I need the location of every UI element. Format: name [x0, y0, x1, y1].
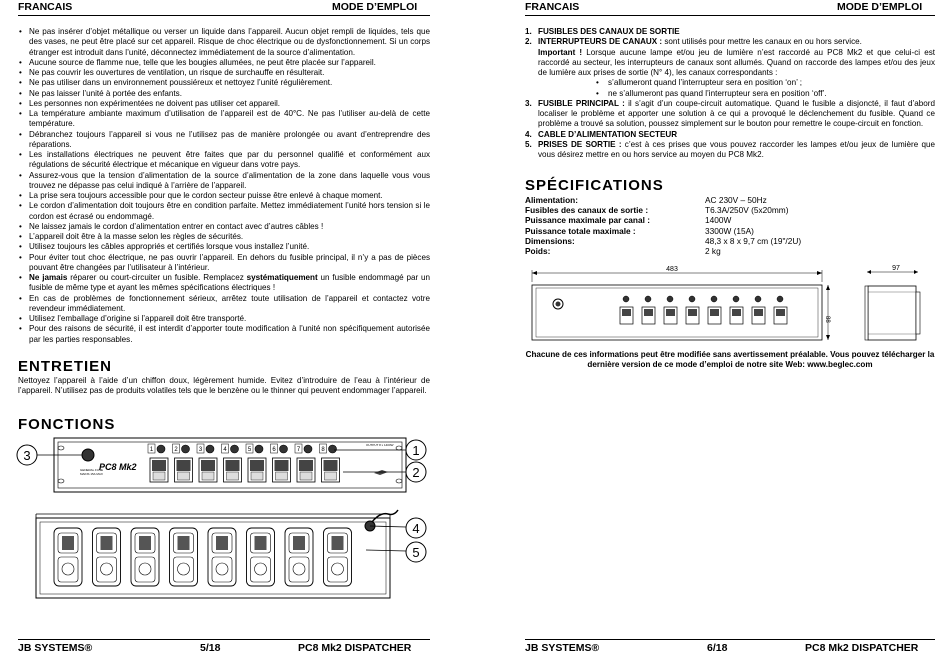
list-item: • ne s’allumeront pas quand l’interrupteur sera en position ‘off’.	[538, 89, 935, 99]
channel-number: 1	[149, 447, 154, 453]
fuse-icon	[231, 445, 239, 453]
functions-list	[525, 27, 935, 160]
fuse-icon	[255, 445, 263, 453]
list-item: 2. INTERRUPTEURS DE CANAUX : sont utilisés pour mettre les canaux en ou hors service. Important ! Lorsque aucune lampe et/ou jeu de lumière n’est raccordé au PC8 Mk2 et que celui-ci est raccordé au secteur, les interrupteurs de canaux sont allumés. Quand on raccorde des lampes et/ou des jeux de lumière aux prises de sortie (N° 4), les canaux correspondants : • s’allumeront quand l’interrupteur sera en position ‘on’ ; • ne s’allumeront pas quand l’interrupteur sera en position ‘off’.	[525, 37, 935, 99]
right-header-lang: FRANCAIS	[525, 1, 580, 13]
channel-number: 2	[174, 447, 178, 453]
list-item: • Les installations électriques ne peuvent être faites que par du personnel qualifié et conformément aux régulations de sécurité électrique et mécanique en vigueur dans votre pays.	[18, 150, 430, 171]
height-dimension: 88	[824, 316, 830, 323]
channel-2	[173, 444, 193, 482]
table-row: Fusibles des canaux de sortie : T6.3A/250V (5x20mm)	[525, 205, 789, 216]
repair-warning-bold: systématiquement	[246, 273, 318, 282]
socket-panel	[36, 510, 398, 598]
fonctions-heading: FONCTIONS	[18, 416, 116, 433]
list-item: • La prise sera toujours accessible pour que le cordon secteur puisse être enlevé à chaque moment.	[18, 191, 430, 201]
list-item: • L’appareil doit être à la masse selon les règles de sécurités.	[18, 232, 430, 242]
channel-number: 3	[198, 447, 203, 453]
svg-text:2: 2	[412, 465, 420, 480]
channel-3	[197, 444, 217, 482]
fuse-icon	[304, 445, 312, 453]
channel-number: 4	[223, 447, 227, 453]
disclaimer-note: Chacune de ces informations peut être modifiée sans avertissement préalable. Vous pouvez télécharger la dernière version de ce mode d’emploi de notre site Web: www.beglec.com	[525, 350, 935, 370]
list-item: • Ne pas laisser l’unité à portée des enfants.	[18, 89, 430, 99]
list-item: • Assurez-vous que la tension d’alimentation de la source d’alimentation de la zone dans laquelle vous vous trouvez ne dépasse pas celui indiqué à l’arrière de l’appareil.	[18, 171, 430, 192]
svg-text:5: 5	[412, 545, 420, 560]
list-item: • Débranchez toujours l’appareil si vous ne l’utilisez pas de manière prolongée ou avant d’entreprendre des réparations.	[18, 130, 430, 151]
left-footer-rule	[18, 639, 430, 640]
output-socket-icon	[54, 528, 82, 586]
channel-number: 7	[296, 447, 301, 453]
control-panel	[54, 438, 406, 492]
channel-number: 5	[247, 447, 252, 453]
channel-6	[271, 444, 291, 482]
fuse-icon	[206, 445, 214, 453]
list-item: 1. FUSIBLES DES CANAUX DE SORTIE	[525, 27, 680, 36]
svg-text:3: 3	[23, 448, 31, 463]
left-header-title: MODE D’EMPLOI	[332, 1, 418, 13]
model-label: PC8 Mk2	[99, 462, 137, 472]
left-footer-product: PC8 Mk2 DISPATCHER	[298, 642, 412, 654]
table-row: Dimensions: 48,3 x 8 x 9,7 cm (19"/2U)	[525, 235, 802, 246]
callout-5	[406, 542, 426, 562]
list-item: • Ne pas insérer d’objet métallique ou verser un liquide dans l’appareil. Aucun objet rempli de liquides, tels que des vases, ne peut être placé sur cet appareil. Risque de choc électrique ou de dysfonctionnement. Si un corps étranger est introduit dans l’unité, déconnectez immédiatement de la source d’alimentation.	[18, 27, 430, 58]
list-item: • Ne pas couvrir les ouvertures de ventilation, un risque de surchauffe en résulterait.	[18, 68, 430, 78]
list-item	[18, 273, 430, 294]
safety-bullet-list	[18, 27, 430, 345]
callout-2	[406, 462, 426, 482]
right-header-title: MODE D’EMPLOI	[837, 1, 923, 13]
output-socket-icon	[131, 528, 159, 586]
list-item: 5. PRISES DE SORTIE : c’est à ces prises que vous pouvez raccorder les lampes et/ou jeux de lumière que vous désirez mettre en ou hors service au moyen du PC8 Mk2.	[525, 139, 935, 159]
entretien-text: Nettoyez l’appareil à l’aide d’un chiffon doux, légèrement humide. Evitez d’introduire de l’eau à l’intérieur de l’appareil. N’utilisez pas de produits volatiles tels que le benzène ou le thinner qui peuvent endommager l’appareil.	[18, 376, 430, 396]
list-item: • Pour éviter tout choc électrique, ne pas ouvrir l’appareil. En dehors du fusible principal, il n’y a pas de pièces pouvant être changées par l’utilisateur à l’intérieur.	[18, 253, 430, 274]
output-socket-icon	[324, 528, 352, 586]
right-footer-rule	[525, 639, 935, 640]
dimension-drawing	[520, 262, 940, 344]
right-footer-brand: JB SYSTEMS®	[525, 642, 600, 654]
entretien-heading: ENTRETIEN	[18, 358, 113, 375]
table-row: Puissance maximale par canal : 1400W	[525, 215, 732, 226]
table-row: Puissance totale maximale : 3300W (15A)	[525, 225, 754, 236]
channel-number: 6	[272, 447, 276, 453]
left-header-lang: FRANCAIS	[18, 1, 73, 13]
width-dimension: 483	[666, 266, 678, 273]
channel-4	[222, 444, 242, 482]
callout-4	[406, 518, 426, 538]
list-item: • Aucune source de flamme nue, telle que les bougies allumées, ne peut être placée sur l’appareil.	[18, 58, 430, 68]
fuse-icon	[157, 445, 165, 453]
output-socket-icon	[170, 528, 198, 586]
repair-warning-text: réparer ou court-circuiter un fusible. Remplacez	[67, 273, 247, 282]
channel-5	[246, 444, 266, 482]
list-item: • La température ambiante maximum d’utilisation de l’appareil est de 40°C. Ne pas l’utiliser au-delà de cette température.	[18, 109, 430, 130]
depth-dimension: 97	[892, 265, 900, 272]
right-footer-page: 6/18	[707, 642, 728, 654]
repair-warning-lead: Ne jamais	[29, 273, 68, 282]
list-item: • Les personnes non expérimentées ne doivent pas utiliser cet appareil.	[18, 99, 430, 109]
callout-1	[406, 440, 426, 460]
table-row: Poids: 2 kg	[525, 245, 721, 256]
list-item: • Ne pas utiliser dans un environnement poussiéreux et nettoyez l’unité régulièrement.	[18, 78, 430, 88]
fuse-icon	[329, 445, 337, 453]
list-item: • Le cordon d’alimentation doit toujours être en condition parfaite. Mettez immédiatement l’unité hors tension si le cordon est écrasé ou endommagé.	[18, 201, 430, 222]
repair-warning-tail: un fusible endommagé par un fusible de même type et ayant les mêmes spécifications électriques !	[29, 273, 431, 293]
specs-table	[525, 195, 825, 256]
svg-text:MAINS 15A MAX: MAINS 15A MAX	[80, 472, 103, 476]
svg-text:1: 1	[412, 443, 420, 458]
list-item: • En cas de problèmes de fonctionnement sérieux, arrêtez toute utilisation de l’appareil et contactez votre revendeur immédiatement.	[18, 294, 430, 315]
list-item: • Pour des raisons de sécurité, il est interdit d’apporter toute modification à l’unité non spécifiquement autorisée par les parties responsables.	[18, 324, 430, 345]
channel-7	[295, 444, 315, 482]
svg-text:GENERAL FUSE: GENERAL FUSE	[80, 468, 104, 472]
left-footer-brand: JB SYSTEMS®	[18, 642, 93, 654]
svg-text:4: 4	[412, 521, 420, 536]
list-item: • Ne laissez jamais le cordon d’alimentation entrer en contact avec d’autres câbles !	[18, 222, 430, 232]
list-item: • Utilisez l’emballage d’origine si l’appareil doit être transporté.	[18, 314, 430, 324]
left-footer-page: 5/18	[200, 642, 221, 654]
front-view	[532, 266, 830, 340]
callout-3	[17, 445, 37, 465]
list-item: • s’allumeront quand l’interrupteur sera en position ‘on’ ;	[538, 78, 935, 88]
table-row: Alimentation: AC 230V – 50Hz	[525, 195, 767, 205]
channel-1	[148, 444, 168, 482]
list-item: 4. CABLE D’ALIMENTATION SECTEUR	[525, 129, 678, 139]
list-item: 3. FUSIBLE PRINCIPAL : il s’agit d’un coupe-circuit automatique. Quand le fusible a disjoncté, il faut d’abord localiser le problème et apporter une solution à ce qui a provoqué le déclenchement du fusible. Quand ce problème a trouvé sa solution, poussez simplement sur le bouton pour remettre le coupe-circuit en fonction.	[525, 98, 935, 129]
side-view	[865, 265, 920, 340]
output-socket-icon	[285, 528, 313, 586]
output-socket-icon	[93, 528, 121, 586]
output-socket-icon	[247, 528, 275, 586]
channel-number: 8	[321, 447, 325, 453]
fuse-icon	[280, 445, 288, 453]
list-item: • Utilisez toujours les câbles appropriés et certifiés lorsque vous installez l’unité.	[18, 242, 430, 252]
output-socket-icon	[208, 528, 236, 586]
svg-text:OUTPUT 8 x 1400W: OUTPUT 8 x 1400W	[366, 443, 394, 447]
left-header-rule	[18, 15, 430, 16]
front-panel-diagram	[14, 436, 434, 606]
right-header-rule	[525, 15, 935, 16]
fuse-icon	[182, 445, 190, 453]
right-footer-product: PC8 Mk2 DISPATCHER	[805, 642, 919, 654]
specs-heading: SPÉCIFICATIONS	[525, 177, 664, 194]
